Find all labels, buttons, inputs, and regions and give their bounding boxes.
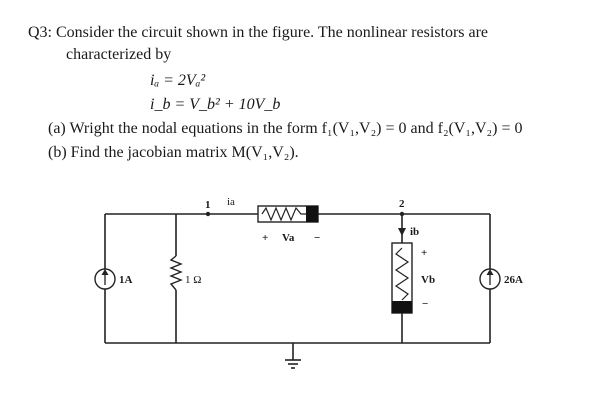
part-b-text: (b) Find the jacobian matrix M(V₁,V₂). bbox=[48, 144, 299, 161]
ia-label: ia bbox=[227, 196, 235, 208]
part-a-text: (a) Wright the nodal equations in the form f₁(V₁,V₂) = 0 and f₂(V₁,V₂) = 0 bbox=[48, 120, 523, 137]
current-source-1a bbox=[95, 269, 115, 289]
va-label: Va bbox=[282, 232, 295, 244]
vb-label: Vb bbox=[421, 274, 436, 286]
va-minus-sign: − bbox=[314, 232, 321, 244]
source-1a-label: 1A bbox=[119, 274, 133, 286]
ib-label: ib bbox=[410, 226, 420, 238]
equation-ib: i_b = V_b² + 10V_b bbox=[150, 96, 281, 113]
question-line-1: Q3: Consider the circuit shown in the figure. The nonlinear resistors are bbox=[28, 24, 489, 41]
node-1-label: 1 bbox=[205, 199, 211, 211]
resistor-1-ohm-label: 1 Ω bbox=[185, 274, 202, 286]
ground-icon bbox=[285, 343, 301, 368]
node-2-dot bbox=[400, 212, 404, 216]
node-2-label: 2 bbox=[399, 198, 405, 210]
current-source-26a bbox=[480, 269, 500, 289]
resistor-1-ohm bbox=[171, 256, 181, 290]
va-plus-sign: + bbox=[262, 232, 269, 244]
source-26a-label: 26A bbox=[504, 274, 523, 286]
vb-plus-sign: + bbox=[421, 247, 428, 259]
equation-ia: iₐ = 2Vₐ² bbox=[150, 72, 206, 89]
question-line-2: characterized by bbox=[66, 46, 172, 63]
nonlinear-resistor-a bbox=[258, 206, 318, 222]
ib-arrow-icon bbox=[398, 228, 406, 236]
nonlinear-resistor-b bbox=[392, 243, 412, 313]
node-1-dot bbox=[206, 212, 210, 216]
vb-minus-sign: − bbox=[422, 298, 429, 310]
